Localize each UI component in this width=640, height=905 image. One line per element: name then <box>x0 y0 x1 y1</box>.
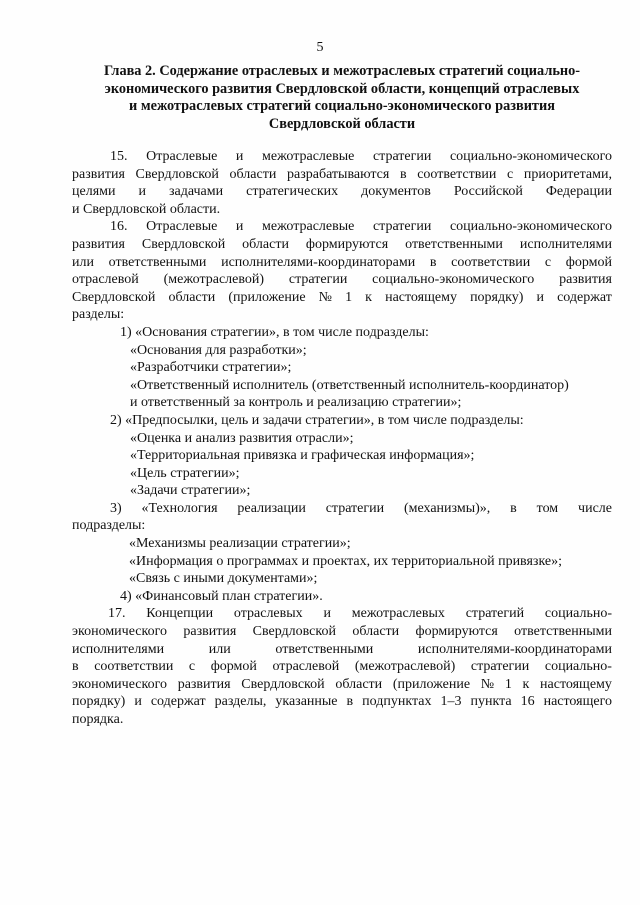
word: в <box>510 500 517 516</box>
word: (межотраслевой) <box>354 659 456 675</box>
word: числе <box>578 500 612 516</box>
body-line: и Свердловской области. <box>72 201 221 217</box>
word: стратегии <box>288 272 348 288</box>
chapter-title-line: Свердловской области <box>268 115 416 132</box>
word: стратегий <box>465 606 525 622</box>
word: настоящего <box>543 694 612 710</box>
body-line <box>72 623 612 641</box>
word: развития <box>177 676 231 692</box>
word: экономического <box>72 624 167 640</box>
list-item: 2) «Предпосылки, цель и задачи стратегии», в том числе подразделы: <box>110 412 524 428</box>
word: и <box>323 606 331 622</box>
word: № <box>318 289 332 305</box>
chapter-title-line: экономического развития Свердловской области, концепций отраслевых <box>104 80 580 97</box>
word: 3) <box>110 500 122 516</box>
word: Отраслевые <box>146 149 218 164</box>
word: Концепции <box>146 606 214 622</box>
body-line <box>72 658 612 676</box>
word: социально- <box>544 659 612 675</box>
word: том <box>536 500 559 516</box>
word: области <box>242 236 289 252</box>
body-line <box>72 148 612 166</box>
sub-item: «Информация о программах и проектах, их территориальной привязке»; <box>129 553 563 569</box>
sub-item: «Задачи стратегии»; <box>130 483 251 499</box>
word: 1–3 <box>440 694 462 710</box>
sub-item: «Ответственный исполнитель (ответственный исполнитель-координатор) <box>130 377 569 393</box>
word: или <box>208 641 231 657</box>
body-line <box>72 218 612 236</box>
word: «Технология <box>141 500 218 516</box>
word: в <box>429 254 437 270</box>
word: и <box>235 219 244 235</box>
word: указанные <box>275 694 338 710</box>
body-line <box>72 641 612 659</box>
word: формой <box>565 254 612 270</box>
word: в <box>346 694 354 710</box>
word: стратегии <box>325 500 385 516</box>
body-line <box>72 693 612 711</box>
list-item: 4) «Финансовый план стратегии». <box>120 588 323 604</box>
body-line <box>72 605 612 623</box>
word: 16. <box>110 219 128 235</box>
word: 1 <box>504 676 512 692</box>
word: исполнителями <box>72 641 165 657</box>
word: развития <box>559 272 612 288</box>
sub-item: «Цель стратегии»; <box>130 465 240 481</box>
word: соответствии <box>451 254 531 270</box>
list-item: 1) «Основания стратегии», в том числе подразделы: <box>120 324 429 340</box>
chapter-title-line: Глава 2. Содержание отраслевых и межотраслевых стратегий социально- <box>103 63 581 79</box>
word: Свердловской <box>252 624 336 640</box>
body-line: разделы: <box>72 307 125 323</box>
word: Свердловской <box>141 236 226 252</box>
word: исполнителями <box>519 236 612 252</box>
word: развития <box>183 624 237 640</box>
word: области <box>335 676 383 692</box>
word: стратегии <box>372 149 432 164</box>
word: или <box>72 254 94 270</box>
sub-item: и ответственный за контроль и реализацию стратегии»; <box>130 395 462 411</box>
sub-item: «Механизмы реализации стратегии»; <box>129 536 351 552</box>
word: разделы, <box>214 694 267 710</box>
sub-item: «Разработчики стратегии»; <box>130 360 292 376</box>
body-line <box>72 236 612 254</box>
word: межотраслевые <box>262 219 355 235</box>
word: отраслевой <box>72 272 139 288</box>
body-line <box>72 254 612 272</box>
word: социально- <box>544 606 612 622</box>
word: (приложение <box>392 676 471 692</box>
word: приоритетами, <box>523 166 612 182</box>
word: формируются <box>305 236 389 252</box>
word: с <box>188 659 196 675</box>
chapter-title-line: и межотраслевых стратегий социально-экономического развития <box>129 98 555 114</box>
word: межотраслевые <box>262 149 355 164</box>
word: подпунктах <box>362 694 432 710</box>
word: развития <box>72 236 125 252</box>
word: пункта <box>470 694 512 710</box>
word: и <box>138 184 146 200</box>
word: 17. <box>108 606 126 622</box>
word: области <box>229 166 277 182</box>
body-line <box>72 183 612 201</box>
word: стратегии <box>470 659 530 675</box>
word: в <box>399 166 407 182</box>
word: ответственными <box>514 624 612 640</box>
word: социально-экономического <box>449 219 612 235</box>
word: стратегических <box>246 184 339 200</box>
word: ответственными <box>275 641 374 657</box>
word: (механизмы)», <box>403 500 491 516</box>
word: отраслевых <box>233 606 303 622</box>
word: с <box>506 166 514 182</box>
word: Отраслевые <box>146 219 218 235</box>
word: задачами <box>168 184 224 200</box>
word: ответственными <box>108 254 207 270</box>
body-line: порядка. <box>72 712 124 727</box>
word: реализации <box>237 500 306 516</box>
list-item <box>72 500 612 518</box>
sub-item: «Оценка и анализ развития отрасли»; <box>130 430 354 446</box>
body-line <box>72 271 612 289</box>
word: исполнителями-координаторами <box>221 254 416 270</box>
word: Российской <box>453 184 523 200</box>
body-line <box>72 289 612 307</box>
word: формируются <box>415 624 498 640</box>
body-line <box>72 166 612 184</box>
page-number: 5 <box>316 40 324 55</box>
word: с <box>544 254 552 270</box>
chapter-title <box>72 63 612 133</box>
word: и <box>235 149 244 164</box>
word: (приложение <box>228 289 306 305</box>
sub-item: «Основания для разработки»; <box>130 342 307 358</box>
word: ответственными <box>405 236 503 252</box>
word: порядку) <box>470 289 524 305</box>
word: 1 <box>345 289 353 305</box>
word: настоящему <box>385 289 457 305</box>
word: настоящему <box>540 676 612 692</box>
body-text <box>72 148 612 729</box>
word: содержат <box>557 289 612 305</box>
word: соответствии <box>417 166 497 182</box>
word: социально-экономического <box>372 272 535 288</box>
word: Свердловской <box>241 676 325 692</box>
word: и <box>536 289 544 305</box>
word: Свердловской <box>72 289 156 305</box>
word: Свердловской <box>135 166 219 182</box>
word: (межотраслевой) <box>163 272 265 288</box>
word: 15. <box>110 149 128 164</box>
word: развития <box>72 166 125 182</box>
word: целями <box>72 184 116 200</box>
word: исполнителями-координаторами <box>417 641 612 657</box>
word: социально-экономического <box>449 149 612 164</box>
sub-item: «Связь с иными документами»; <box>129 571 318 587</box>
word: порядку) <box>72 694 126 710</box>
word: документов <box>361 184 431 200</box>
word: в <box>72 659 79 675</box>
word: соответствии <box>94 659 174 675</box>
word: 16 <box>520 694 535 710</box>
word: содержат <box>150 694 206 710</box>
word: области <box>168 289 216 305</box>
word: разрабатываются <box>286 166 390 182</box>
word: к <box>365 289 372 305</box>
word: экономического <box>72 676 167 692</box>
word: отраслевой <box>272 659 340 675</box>
sub-item: «Территориальная привязка и графическая информация»; <box>130 448 475 464</box>
word: к <box>522 676 530 692</box>
word: № <box>480 676 495 692</box>
word: и <box>134 694 142 710</box>
word: Федерации <box>545 184 612 200</box>
body-line <box>72 676 612 694</box>
body-line: подразделы: <box>72 518 146 534</box>
word: формой <box>210 659 257 675</box>
word: стратегии <box>372 219 432 235</box>
word: области <box>352 624 400 640</box>
word: межотраслевых <box>351 606 445 622</box>
